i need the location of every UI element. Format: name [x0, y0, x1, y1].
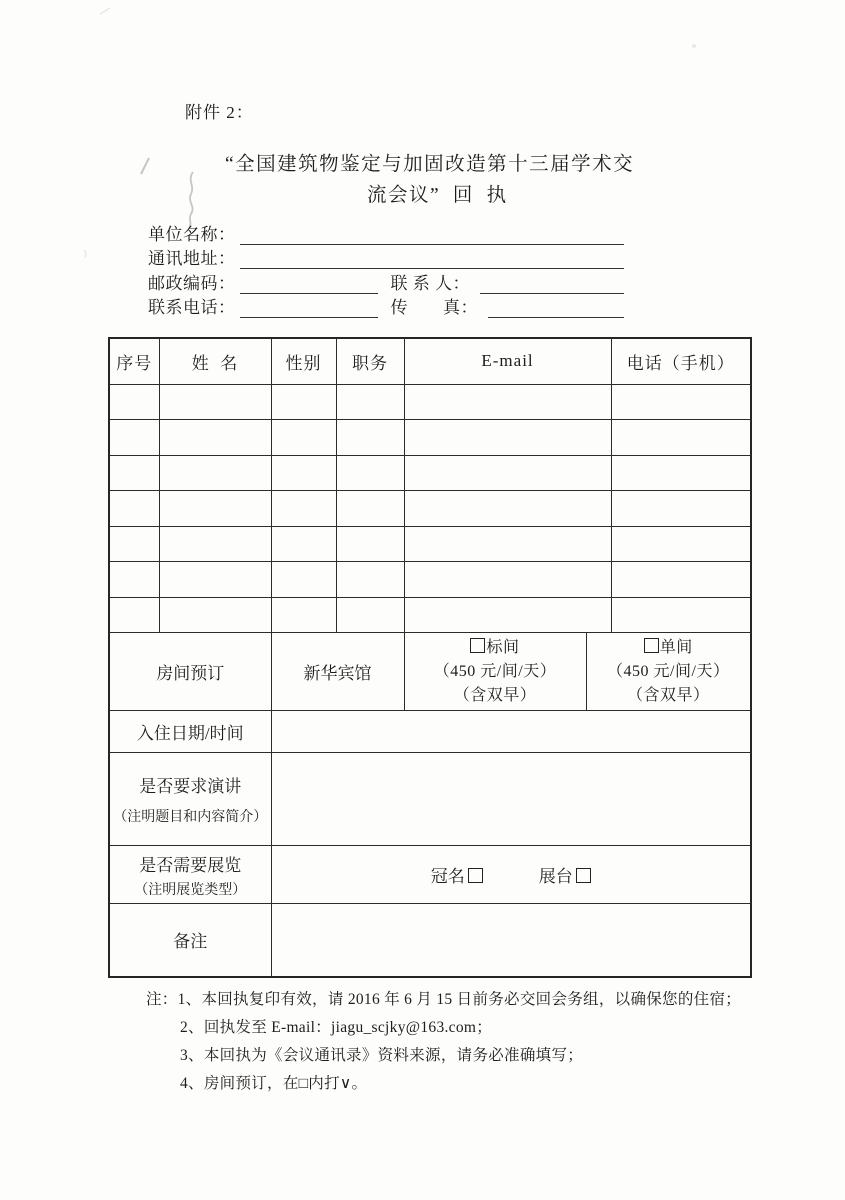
form-title-line2: 流会议” 回 执 [367, 185, 508, 206]
cell-email[interactable] [404, 597, 611, 633]
org-name-label: 单位名称： [148, 224, 236, 244]
cell-phone[interactable] [611, 420, 751, 456]
checkin-label: 入住日期/时间 [109, 711, 271, 753]
footnotes [146, 986, 741, 1098]
note-2: 2、回执发至 E-mail：jiagu_scjky@163.com； [180, 1019, 493, 1036]
checkin-row [109, 711, 751, 753]
standard-room-label: 标间 [486, 638, 520, 656]
hotel-name: 新华宾馆 [271, 633, 404, 711]
cell-name[interactable] [159, 597, 271, 633]
org-name-row [148, 220, 624, 245]
cell-email[interactable] [404, 420, 611, 456]
header-name: 姓 名 [159, 338, 271, 384]
cell-gender[interactable] [271, 562, 336, 598]
cell-gender[interactable] [271, 597, 336, 633]
standard-room-price: （450 元/间/天） [433, 662, 557, 680]
naming-option [431, 862, 483, 887]
address-row [148, 245, 624, 270]
naming-option-label: 冠名 [430, 867, 465, 886]
standard-room-checkbox[interactable] [470, 638, 485, 653]
cell-name[interactable] [159, 491, 271, 527]
attendee-row [109, 455, 751, 491]
cell-phone[interactable] [611, 597, 751, 633]
postal-code-field[interactable] [240, 275, 378, 294]
speech-field[interactable] [271, 753, 751, 846]
single-room-checkbox[interactable] [644, 638, 659, 653]
header-title: 职务 [336, 338, 404, 384]
cell-name[interactable] [159, 526, 271, 562]
zip-person-row [148, 269, 624, 294]
cell-email[interactable] [404, 562, 611, 598]
cell-gender[interactable] [271, 491, 336, 527]
attendee-row [109, 526, 751, 562]
telephone-field[interactable] [240, 299, 378, 318]
exhibit-note: （注明展览类型） [134, 882, 247, 898]
standard-room-option [407, 636, 584, 660]
exhibit-label: 是否需要展览 [139, 855, 242, 875]
form-title [225, 149, 634, 211]
cell-title[interactable] [336, 420, 404, 456]
header-seq: 序号 [109, 338, 159, 384]
cell-email[interactable] [404, 491, 611, 527]
attendee-row [109, 491, 751, 527]
note-4: 4、房间预订，在□内打∨。 [180, 1075, 368, 1092]
cell-phone[interactable] [611, 491, 751, 527]
cell-title[interactable] [336, 491, 404, 527]
single-room-option [589, 636, 749, 660]
exhibit-label-cell [109, 846, 271, 904]
cell-gender[interactable] [271, 455, 336, 491]
note-prefix: 注： [146, 991, 178, 1008]
cell-name[interactable] [159, 384, 271, 420]
header-email: E-mail [404, 338, 611, 384]
remarks-row [109, 904, 751, 977]
cell-gender[interactable] [271, 384, 336, 420]
contact-info-form [148, 220, 624, 318]
room-booking-row [109, 633, 751, 711]
cell-email[interactable] [404, 384, 611, 420]
cell-seq[interactable] [109, 562, 159, 598]
speech-note: （注明题目和内容简介） [113, 810, 268, 825]
cell-seq[interactable] [109, 597, 159, 633]
single-room-label: 单间 [659, 638, 693, 656]
cell-name[interactable] [159, 455, 271, 491]
attendee-row [109, 597, 751, 633]
remarks-field[interactable] [271, 904, 751, 977]
remarks-label: 备注 [109, 904, 271, 977]
header-phone: 电话（手机） [611, 338, 751, 384]
address-field[interactable] [240, 250, 625, 269]
cell-email[interactable] [404, 455, 611, 491]
checkin-field[interactable] [271, 711, 751, 753]
reply-table [108, 337, 752, 978]
naming-option-checkbox[interactable] [468, 868, 483, 883]
contact-person-field[interactable] [480, 275, 624, 294]
telephone-label: 联系电话： [148, 298, 236, 317]
cell-title[interactable] [336, 597, 404, 633]
exhibit-options-cell [271, 846, 751, 904]
attendee-row [109, 384, 751, 420]
cell-phone[interactable] [611, 384, 751, 420]
note-1-text: 1、本回执复印有效，请 2016 年 6 月 15 日前务必交回会务组，以确保您的住宿； [177, 991, 742, 1008]
cell-seq[interactable] [109, 526, 159, 562]
cell-seq[interactable] [109, 455, 159, 491]
cell-seq[interactable] [109, 384, 159, 420]
cell-phone[interactable] [611, 562, 751, 598]
postal-code-label: 邮政编码： [148, 273, 236, 293]
attendee-header-row [109, 338, 751, 384]
address-label: 通讯地址： [148, 249, 236, 268]
single-room-cell [586, 633, 751, 711]
booth-option [539, 862, 591, 887]
header-gender: 性别 [271, 338, 336, 384]
cell-title[interactable] [336, 384, 404, 420]
form-title-line1: “全国建筑物鉴定与加固改造第十三届学术交 [225, 154, 635, 175]
contact-person-label: 联 系 人： [390, 273, 470, 293]
single-room-meal: （含双早） [627, 686, 710, 704]
standard-room-cell [404, 633, 586, 711]
cell-title[interactable] [336, 562, 404, 598]
org-name-field[interactable] [240, 226, 625, 245]
cell-title[interactable] [336, 526, 404, 562]
cell-seq[interactable] [109, 491, 159, 527]
attachment-label: 附件 2： [185, 103, 254, 122]
attendee-row [109, 562, 751, 598]
cell-gender[interactable] [271, 420, 336, 456]
booth-option-checkbox[interactable] [576, 868, 591, 883]
cell-gender[interactable] [271, 526, 336, 562]
speech-row [109, 753, 751, 846]
cell-seq[interactable] [109, 420, 159, 456]
exhibit-row [109, 846, 751, 904]
room-booking-label: 房间预订 [109, 633, 271, 711]
speech-label-cell [109, 753, 271, 846]
cell-title[interactable] [336, 455, 404, 491]
cell-name[interactable] [159, 420, 271, 456]
fax-label: 传 真： [390, 298, 478, 317]
single-room-price: （450 元/间/天） [607, 662, 730, 680]
booth-option-label: 展台 [538, 867, 573, 886]
attendee-row [109, 420, 751, 456]
note-1 [146, 986, 741, 1014]
standard-room-meal: （含双早） [453, 686, 537, 704]
tel-fax-row [148, 294, 624, 319]
cell-name[interactable] [159, 562, 271, 598]
cell-phone[interactable] [611, 455, 751, 491]
cell-phone[interactable] [611, 526, 751, 562]
fax-field[interactable] [488, 299, 624, 318]
speech-label: 是否要求演讲 [139, 777, 242, 796]
note-3: 3、本回执为《会议通讯录》资料来源，请务必准确填写； [180, 1047, 584, 1064]
cell-email[interactable] [404, 526, 611, 562]
